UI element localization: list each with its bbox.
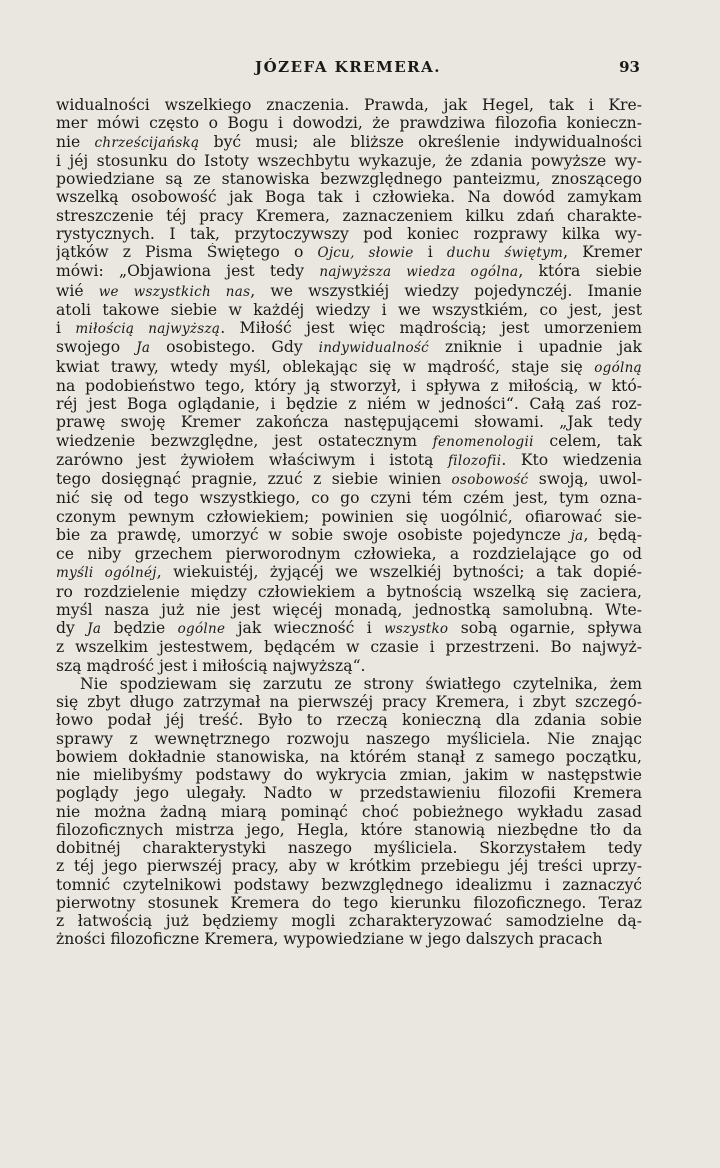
italic-text: ogólną xyxy=(594,359,642,376)
italic-text: filozofii xyxy=(448,452,502,469)
text-run: filozoficznych mistrza jego, Hegla, które stanowią niezbędne tło da xyxy=(56,820,642,839)
text-run: jak wieczność i xyxy=(225,619,385,637)
text-run: celem, tak xyxy=(533,431,642,450)
text-run: osobistego. Gdy xyxy=(150,338,319,357)
text-run: , będą- xyxy=(583,525,642,544)
text-run: łowo podał jéj treść. Było to rzeczą konieczną dla zdania sobie xyxy=(56,711,642,730)
text-run: nie mielibyśmy podstawy do wykrycia zmian, jakim w następstwie xyxy=(56,766,642,784)
text-line xyxy=(56,188,642,206)
text-line xyxy=(56,508,642,526)
text-run: ce niby grzechem pierworodnym człowieka, a rozdzielające go od xyxy=(56,545,642,563)
text-run: czonym pewnym człowiekiem; powinien się uogólnić, ofiarować sie- xyxy=(56,507,642,526)
text-line xyxy=(56,489,642,507)
text-line xyxy=(56,857,642,875)
text-line xyxy=(56,876,642,894)
text-line xyxy=(56,432,642,451)
italic-text: osobowość xyxy=(451,472,529,488)
text-run: réj jest Boga oglądanie, i będzie z niém w jedności“. Całą zaś roz- xyxy=(56,395,642,413)
text-run: sprawy z wewnętrznego rozwoju naszego myśliciela. Nie znając xyxy=(56,729,642,748)
italic-text: duchu świętym xyxy=(446,245,564,261)
text-run: atoli takowe siebie w każdéj wiedzy i we wszystkiém, co jest, jest xyxy=(56,300,642,319)
text-line xyxy=(56,152,642,170)
text-run: zarówno jest żywiołem właściwym i istotą xyxy=(56,450,449,469)
text-run: dy xyxy=(56,619,88,637)
text-run: dobitnéj charakterystyki naszego myśliciela. Skorzystałem tedy xyxy=(56,839,642,857)
text-line xyxy=(56,839,642,857)
text-line xyxy=(56,114,642,132)
text-run: i xyxy=(413,243,447,261)
text-line xyxy=(56,693,642,711)
text-run: zniknie i upadnie jak xyxy=(429,338,642,357)
text-line xyxy=(56,319,642,338)
text-run: Nie spodziewam się zarzutu ze strony światłego czytelnika, żem xyxy=(80,674,642,693)
text-run: swojego xyxy=(56,338,137,357)
text-run: . Kto wiedzenia xyxy=(501,450,642,469)
text-run: tomnić czytelnikowi podstawy bezwzględnego idealizmu i zaznaczyć xyxy=(56,875,642,894)
text-line xyxy=(56,563,642,582)
text-run: bie za prawdę, umorzyć w sobie swoje osobiste pojedyncze xyxy=(56,525,571,544)
text-line xyxy=(56,526,642,545)
italic-text: miłością najwyższą xyxy=(75,321,221,337)
text-line xyxy=(56,821,642,839)
text-run: będzie xyxy=(101,619,178,637)
italic-text: ja xyxy=(570,527,584,544)
text-run: , która siebie xyxy=(518,262,642,281)
text-line xyxy=(56,395,642,413)
text-line xyxy=(56,619,642,638)
text-run: swoją, uwol- xyxy=(528,470,642,488)
text-run: na podobieństwo tego, który ją stworzył, i spływa z miłością, w któ- xyxy=(56,376,642,395)
text-line xyxy=(56,225,642,243)
italic-text: najwyższa wiedza ogólna xyxy=(319,264,519,281)
text-run: . Miłość jest więc mądrością; jest umorzeniem xyxy=(220,319,642,337)
text-line xyxy=(56,638,642,656)
text-run: poglądy jego ulegały. Nadto w przedstawieniu filozofii Kremera xyxy=(56,784,642,803)
text-line xyxy=(56,243,642,262)
italic-text: we wszystkich nas xyxy=(98,283,251,300)
text-line xyxy=(56,96,642,114)
text-run: z téj jego pierwszéj pracy, aby w krótkim przebiegu jéj treści uprzy- xyxy=(56,857,642,876)
italic-text: wszystko xyxy=(384,621,449,637)
text-run: nie xyxy=(56,132,95,151)
text-line xyxy=(56,748,642,766)
text-line xyxy=(56,451,642,470)
text-run: , Kremer xyxy=(563,243,642,261)
text-line xyxy=(56,545,642,563)
text-run: bowiem dokładnie stanowiska, na którém stanął z samego początku, xyxy=(56,747,642,766)
italic-text: fenomenologii xyxy=(432,433,534,450)
text-run: mówi: „Objawiona jest tedy xyxy=(56,262,320,281)
text-line xyxy=(56,301,642,319)
text-run: jątków z Pisma Świętego o xyxy=(56,243,318,261)
running-title: JÓZEFA KREMERA. xyxy=(255,58,441,76)
paragraph xyxy=(56,96,642,675)
text-run: powiedziane są ze stanowiska bezwzględnego panteizmu, znoszącego xyxy=(56,170,642,188)
paragraph xyxy=(56,675,642,949)
text-line xyxy=(56,601,642,619)
text-run: wié xyxy=(56,281,99,300)
text-line xyxy=(56,133,642,152)
text-line xyxy=(56,583,642,601)
text-line xyxy=(56,766,642,784)
text-line xyxy=(56,711,642,729)
body-text xyxy=(56,96,642,949)
text-line xyxy=(56,730,642,748)
text-run: wszelką osobowość jak Boga tak i człowieka. Na dowód zamykam xyxy=(56,188,642,207)
text-run: być musi; ale bliższe określenie indywidualności xyxy=(199,132,642,151)
text-run: wiedzenie bezwzględne, jest ostatecznym xyxy=(56,431,433,450)
text-line xyxy=(56,282,642,301)
italic-text: chrześcijańską xyxy=(94,134,200,151)
text-run: i jéj stosunku do Istoty wszechbytu wykazuje, że zdania powyższe wy- xyxy=(56,151,642,170)
text-line xyxy=(56,912,642,930)
italic-text: Ojcu, słowie xyxy=(317,245,414,261)
italic-text: indywidualność xyxy=(318,340,430,357)
text-run: nić się od tego wszystkiego, co go czyni tém czém jest, tym ozna- xyxy=(56,489,642,508)
text-line xyxy=(56,413,642,431)
text-run: widualności wszelkiego znaczenia. Prawda, jak Hegel, tak i Kre- xyxy=(56,96,642,114)
text-line xyxy=(56,894,642,912)
page-header xyxy=(56,58,640,86)
text-run: , we wszystkiéj wiedzy pojedynczéj. Imanie xyxy=(250,281,642,300)
text-run: prawę swoję Kremer zakończa następującemi słowami. „Jak tedy xyxy=(56,413,642,432)
text-run: kwiat trawy, wtedy myśl, oblekając się w mądrość, staje się xyxy=(56,357,595,376)
text-run: myśl nasza już nie jest więcéj monadą, jednostką samolubną. Wte- xyxy=(56,600,642,619)
text-run: szą mądrość jest i miłością najwyższą“. xyxy=(56,656,366,675)
text-run: z wszelkim jestestwem, będącém w czasie i przestrzeni. Bo najwyż- xyxy=(56,638,642,657)
text-line xyxy=(56,784,642,802)
text-run: mer mówi często o Bogu i dowodzi, że prawdziwa filozofia konieczn- xyxy=(56,114,642,133)
italic-text: ogólne xyxy=(177,621,226,637)
text-run: streszczenie téj pracy Kremera, zaznaczeniem kilku zdań charakte- xyxy=(56,206,642,225)
text-line xyxy=(56,377,642,395)
italic-text: Ja xyxy=(136,340,151,357)
text-run: tego dosięgnąć pragnie, zzuć z siebie winien xyxy=(56,470,452,488)
text-run: , wiekuistéj, żyjącéj we wszelkiéj bytności; a tak dopié- xyxy=(156,563,642,582)
text-line xyxy=(56,675,642,693)
text-line xyxy=(56,170,642,188)
text-run: pierwotny stosunek Kremera do tego kierunku filozoficznego. Teraz xyxy=(56,893,642,912)
italic-text: Ja xyxy=(87,621,102,637)
text-line xyxy=(56,803,642,821)
text-run: i xyxy=(56,319,76,337)
text-run: żności filozoficzne Kremera, wypowiedziane w jego dalszych pracach xyxy=(56,930,603,949)
text-run: ro rozdzielenie między człowiekiem a bytnością wszelką się zaciera, xyxy=(56,582,642,601)
italic-text: myśli ogólnéj xyxy=(56,565,157,582)
text-line xyxy=(56,657,642,675)
text-run: sobą ogarnie, spływa xyxy=(448,619,642,637)
text-line xyxy=(56,207,642,225)
text-line xyxy=(56,930,642,948)
text-run: nie można żadną miarą pominąć choć pobieżnego wykładu zasad xyxy=(56,802,642,821)
text-run: z łatwością już będziemy mogli zcharakteryzować samodzielne dą- xyxy=(56,912,642,930)
text-run: się zbyt długo zatrzymał na pierwszéj pracy Kremera, i zbyt szczegó- xyxy=(56,693,642,711)
text-run: rystycznych. I tak, przytoczywszy pod koniec rozprawy kilka wy- xyxy=(56,224,642,243)
text-line xyxy=(56,338,642,357)
text-line xyxy=(56,470,642,489)
text-line xyxy=(56,262,642,281)
text-line xyxy=(56,358,642,377)
page-number: 93 xyxy=(619,58,640,76)
